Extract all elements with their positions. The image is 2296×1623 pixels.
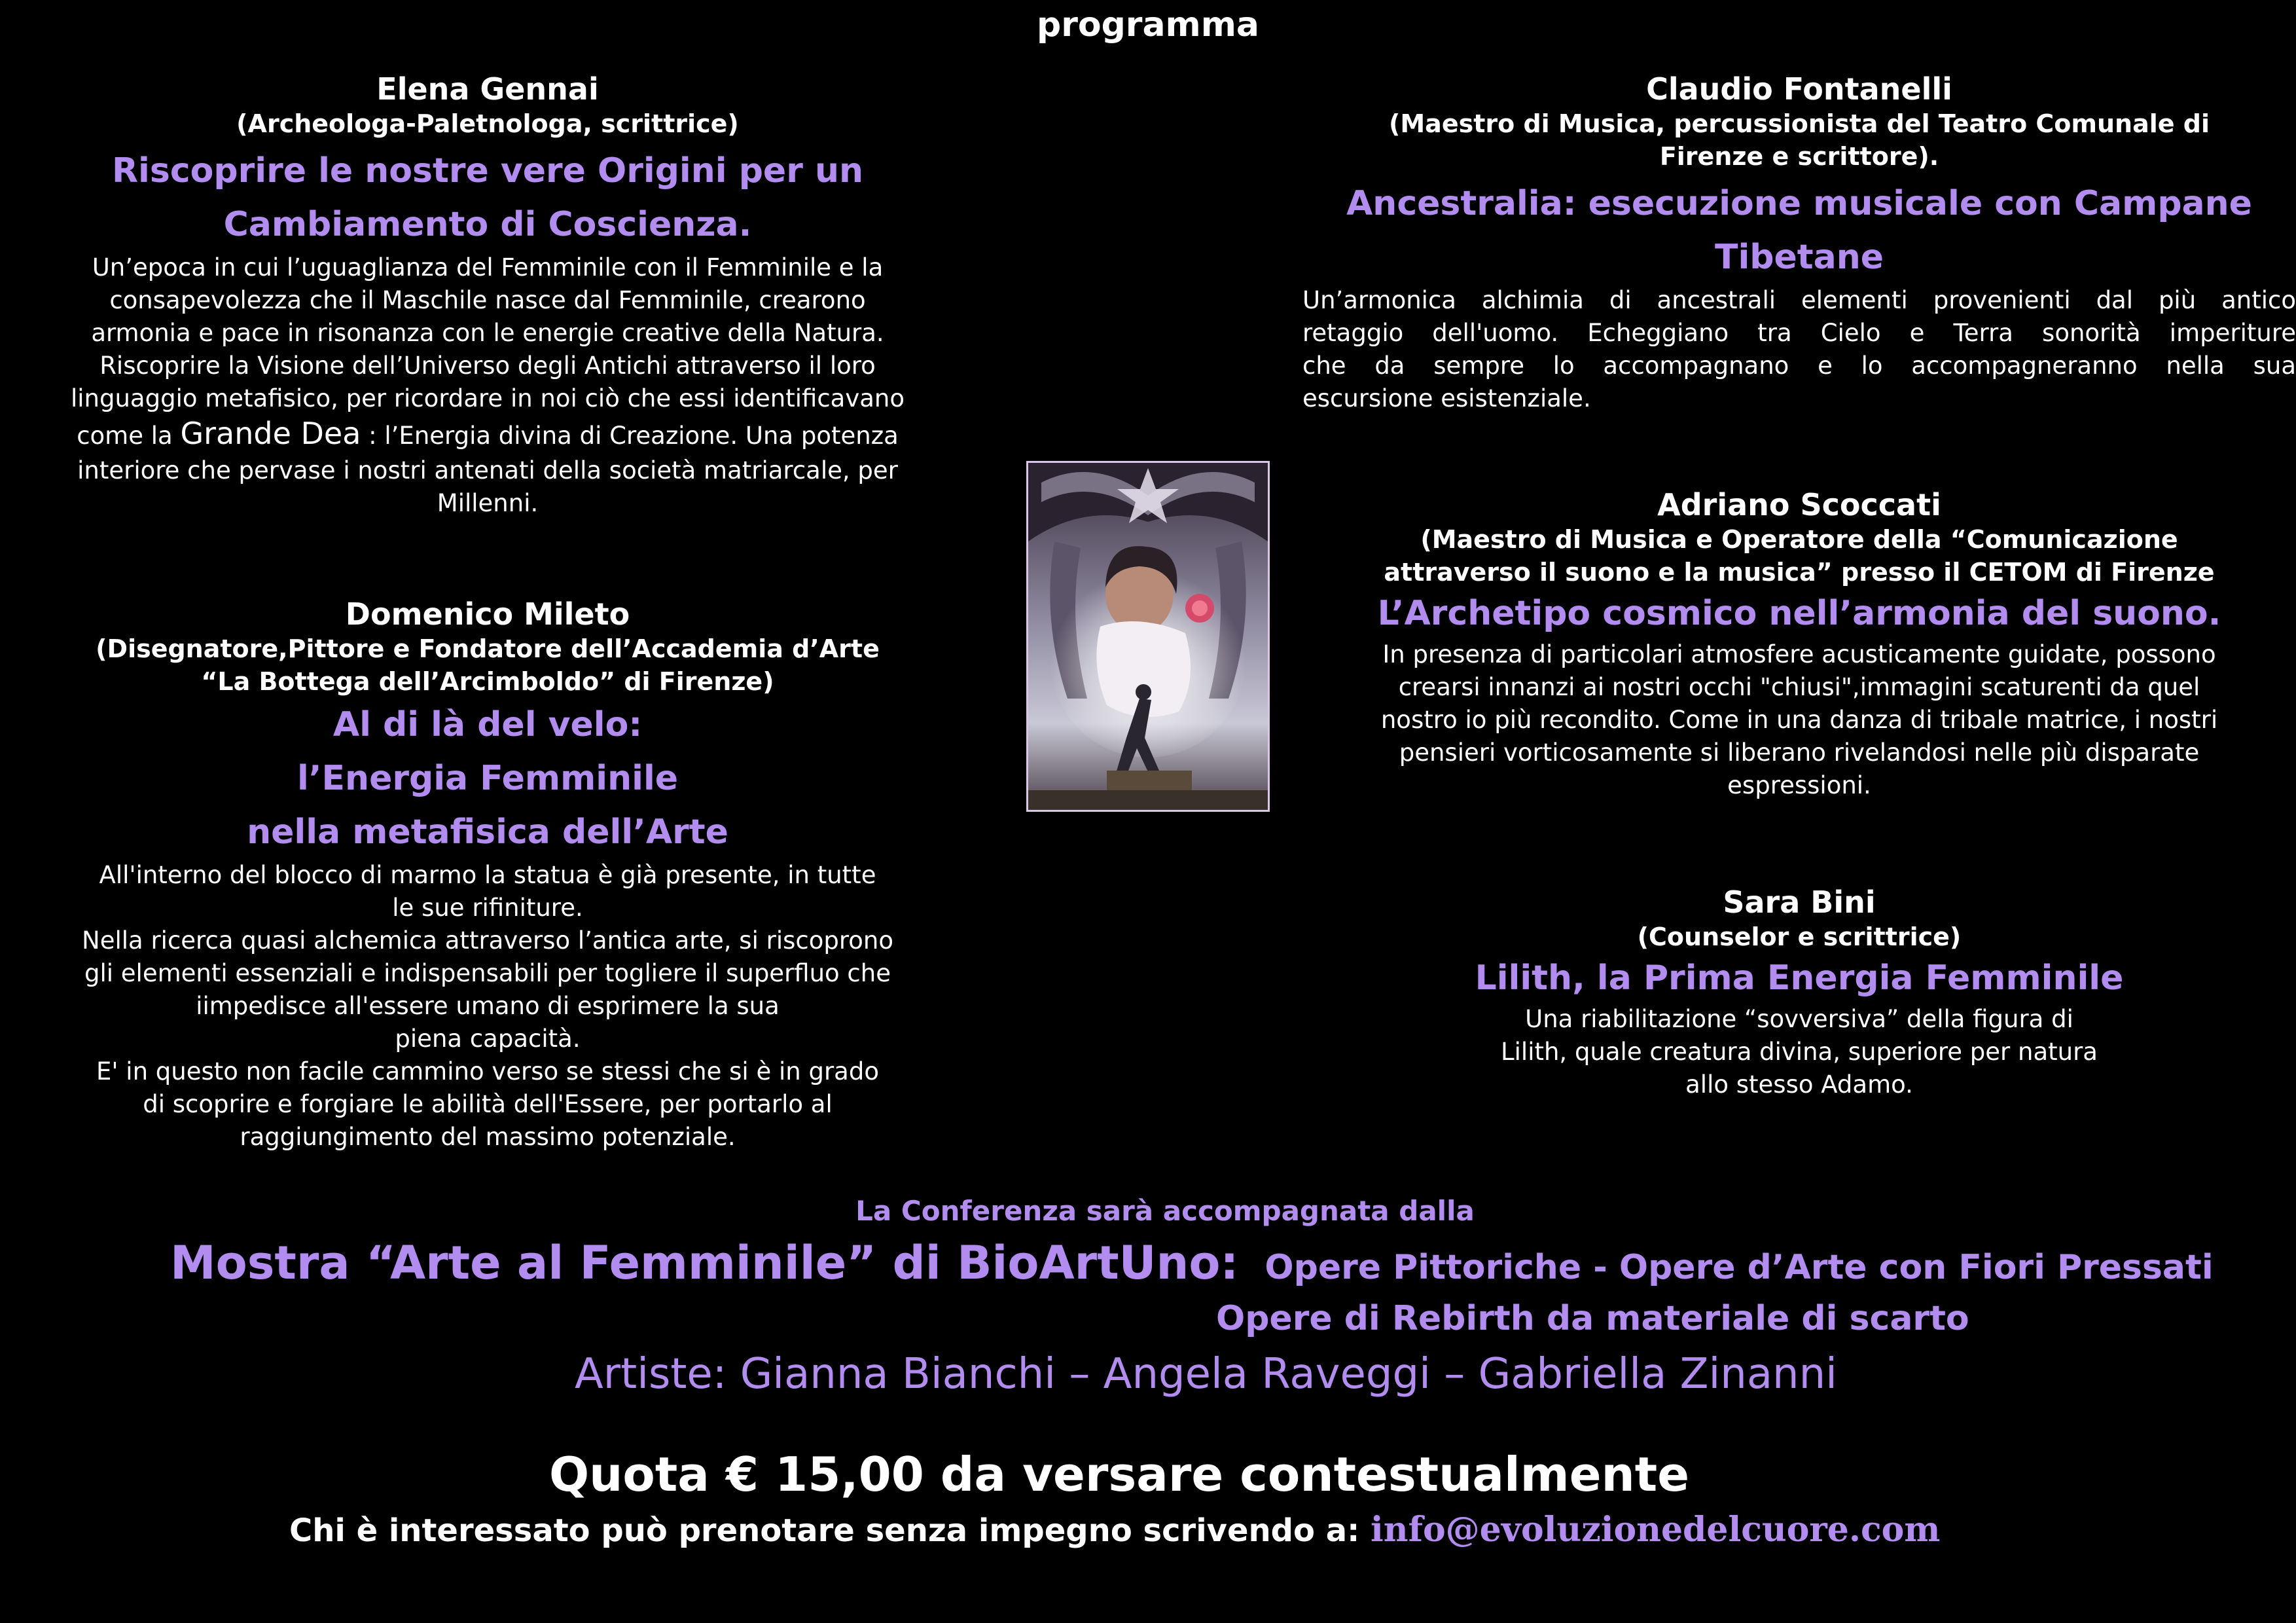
speaker-claudio-fontanelli (1302, 71, 2296, 415)
exhibition-artists: Artiste: Gianna Bianchi – Angela Raveggi – Gabriella Zinanni (575, 1350, 1837, 1398)
talk-title: L’Archetipo cosmico nell’armonia del suono. (1377, 594, 2221, 633)
speaker-role: (Maestro di Musica, percussionista del Teatro Comunale di Firenze e scrittore). (1389, 109, 2210, 171)
page-title: programma (1036, 5, 1259, 45)
speaker-role: (Maestro di Musica e Operatore della “Comunicazione attraverso il suono e la musica” presso il CETOM di Firenze (1384, 525, 2215, 587)
contact-email-link[interactable]: info@evoluzionedelcuore.com (1371, 1510, 1941, 1550)
talk-title: Al di là del velo: l’Energia Femminile nella metafisica dell’Arte (247, 705, 728, 852)
contact-line: Chi è interessato può prenotare senza impegno scrivendo a: info@evoluzionedelcuore.com (289, 1510, 1941, 1550)
talk-description: Un’epoca in cui l’uguaglianza del Femminile con il Femminile e la consapevolezza che il Maschile nasce dal Femminile, crearono armonia e pace in risonanza con le energie creative della Natura. Riscoprire la Visione dell’Universo degli Antichi attraverso il loro linguaggio metafisico, per ricordare in noi ciò che essi identificavano come la Grande Dea : l’Energia divina di Creazione. Una potenza interiore che pervase i nostri antenati della società matriarcale, per Millenni. (70, 253, 905, 517)
speaker-sara-bini (1302, 884, 2296, 1101)
conference-intro: La Conferenza sarà accompagnata dalla (855, 1195, 1475, 1227)
artwork-image (1026, 461, 1270, 812)
speaker-name: Adriano Scoccati (1657, 487, 1941, 522)
speaker-domenico-mileto (0, 596, 975, 1154)
footer (0, 1192, 2296, 1554)
talk-description: In presenza di particolari atmosfere acusticamente guidate, possono crearsi innanzi ai nostri occhi "chiusi",immagini scaturenti da quel nostro io più recondito. Come in una danza di tribale matrice, i nostri pensieri vorticosamente si liberano rivelandosi nelle più disparate espressioni. (1380, 640, 2218, 799)
speaker-name: Domenico Mileto (345, 596, 630, 632)
talk-description: Un’armonica alchimia di ancestrali elementi provenienti dal più antico retaggio dell'uomo. Echeggiano tra Cielo e Terra sonorità imperiture che da sempre lo accompagnano e lo accompagneranno nella sua escursione esistenziale. (1302, 286, 2296, 412)
talk-description: Una riabilitazione “sovversiva” della figura di Lilith, quale creatura divina, superiore per natura allo stesso Adamo. (1501, 1005, 2098, 1099)
fee-line: Quota € 15,00 da versare contestualmente (548, 1447, 1690, 1502)
speaker-role: (Disegnatore,Pittore e Fondatore dell’Accademia d’Arte “La Bottega dell’Arcimboldo” di Firenze) (96, 634, 880, 696)
talk-description: All'interno del blocco di marmo la statua è già presente, in tutte le sue rifiniture. Nella ricerca quasi alchemica attraverso l’antica arte, si riscoprono gli elementi essenziali e indispensabili per togliere il superfluo che iimpedisce all'essere umano di esprimere la sua piena capacità. E' in questo non facile cammino verso se stessi che si è in grado di scoprire e forgiare le abilità dell'Essere, per portarlo al raggiungimento del massimo potenziale. (82, 861, 893, 1151)
talk-title: Lilith, la Prima Energia Femminile (1475, 958, 2124, 998)
talk-title: Ancestralia: esecuzione musicale con Campane Tibetane (1346, 184, 2252, 277)
speaker-name: Elena Gennai (376, 71, 599, 107)
exhibition-title: Mostra “Arte al Femminile” di BioArtUno: Opere Pittoriche - Opere d’Arte con Fiori Pressati (170, 1236, 2214, 1290)
exhibition-works-2: Opere di Rebirth da materiale di scarto (1216, 1299, 1969, 1338)
speaker-elena-gennai (0, 71, 975, 520)
talk-title: Riscoprire le nostre vere Origini per un Cambiamento di Coscienza. (112, 151, 863, 244)
exhibition-works-1: Opere Pittoriche - Opere d’Arte con Fiori Pressati (1265, 1248, 2214, 1287)
speaker-name: Claudio Fontanelli (1646, 71, 1952, 107)
speaker-name: Sara Bini (1723, 884, 1876, 920)
speaker-adriano-scoccati (1302, 486, 2296, 802)
speaker-role: (Counselor e scrittrice) (1637, 922, 1962, 951)
speaker-role: (Archeologa-Paletnologa, scrittrice) (236, 109, 739, 138)
